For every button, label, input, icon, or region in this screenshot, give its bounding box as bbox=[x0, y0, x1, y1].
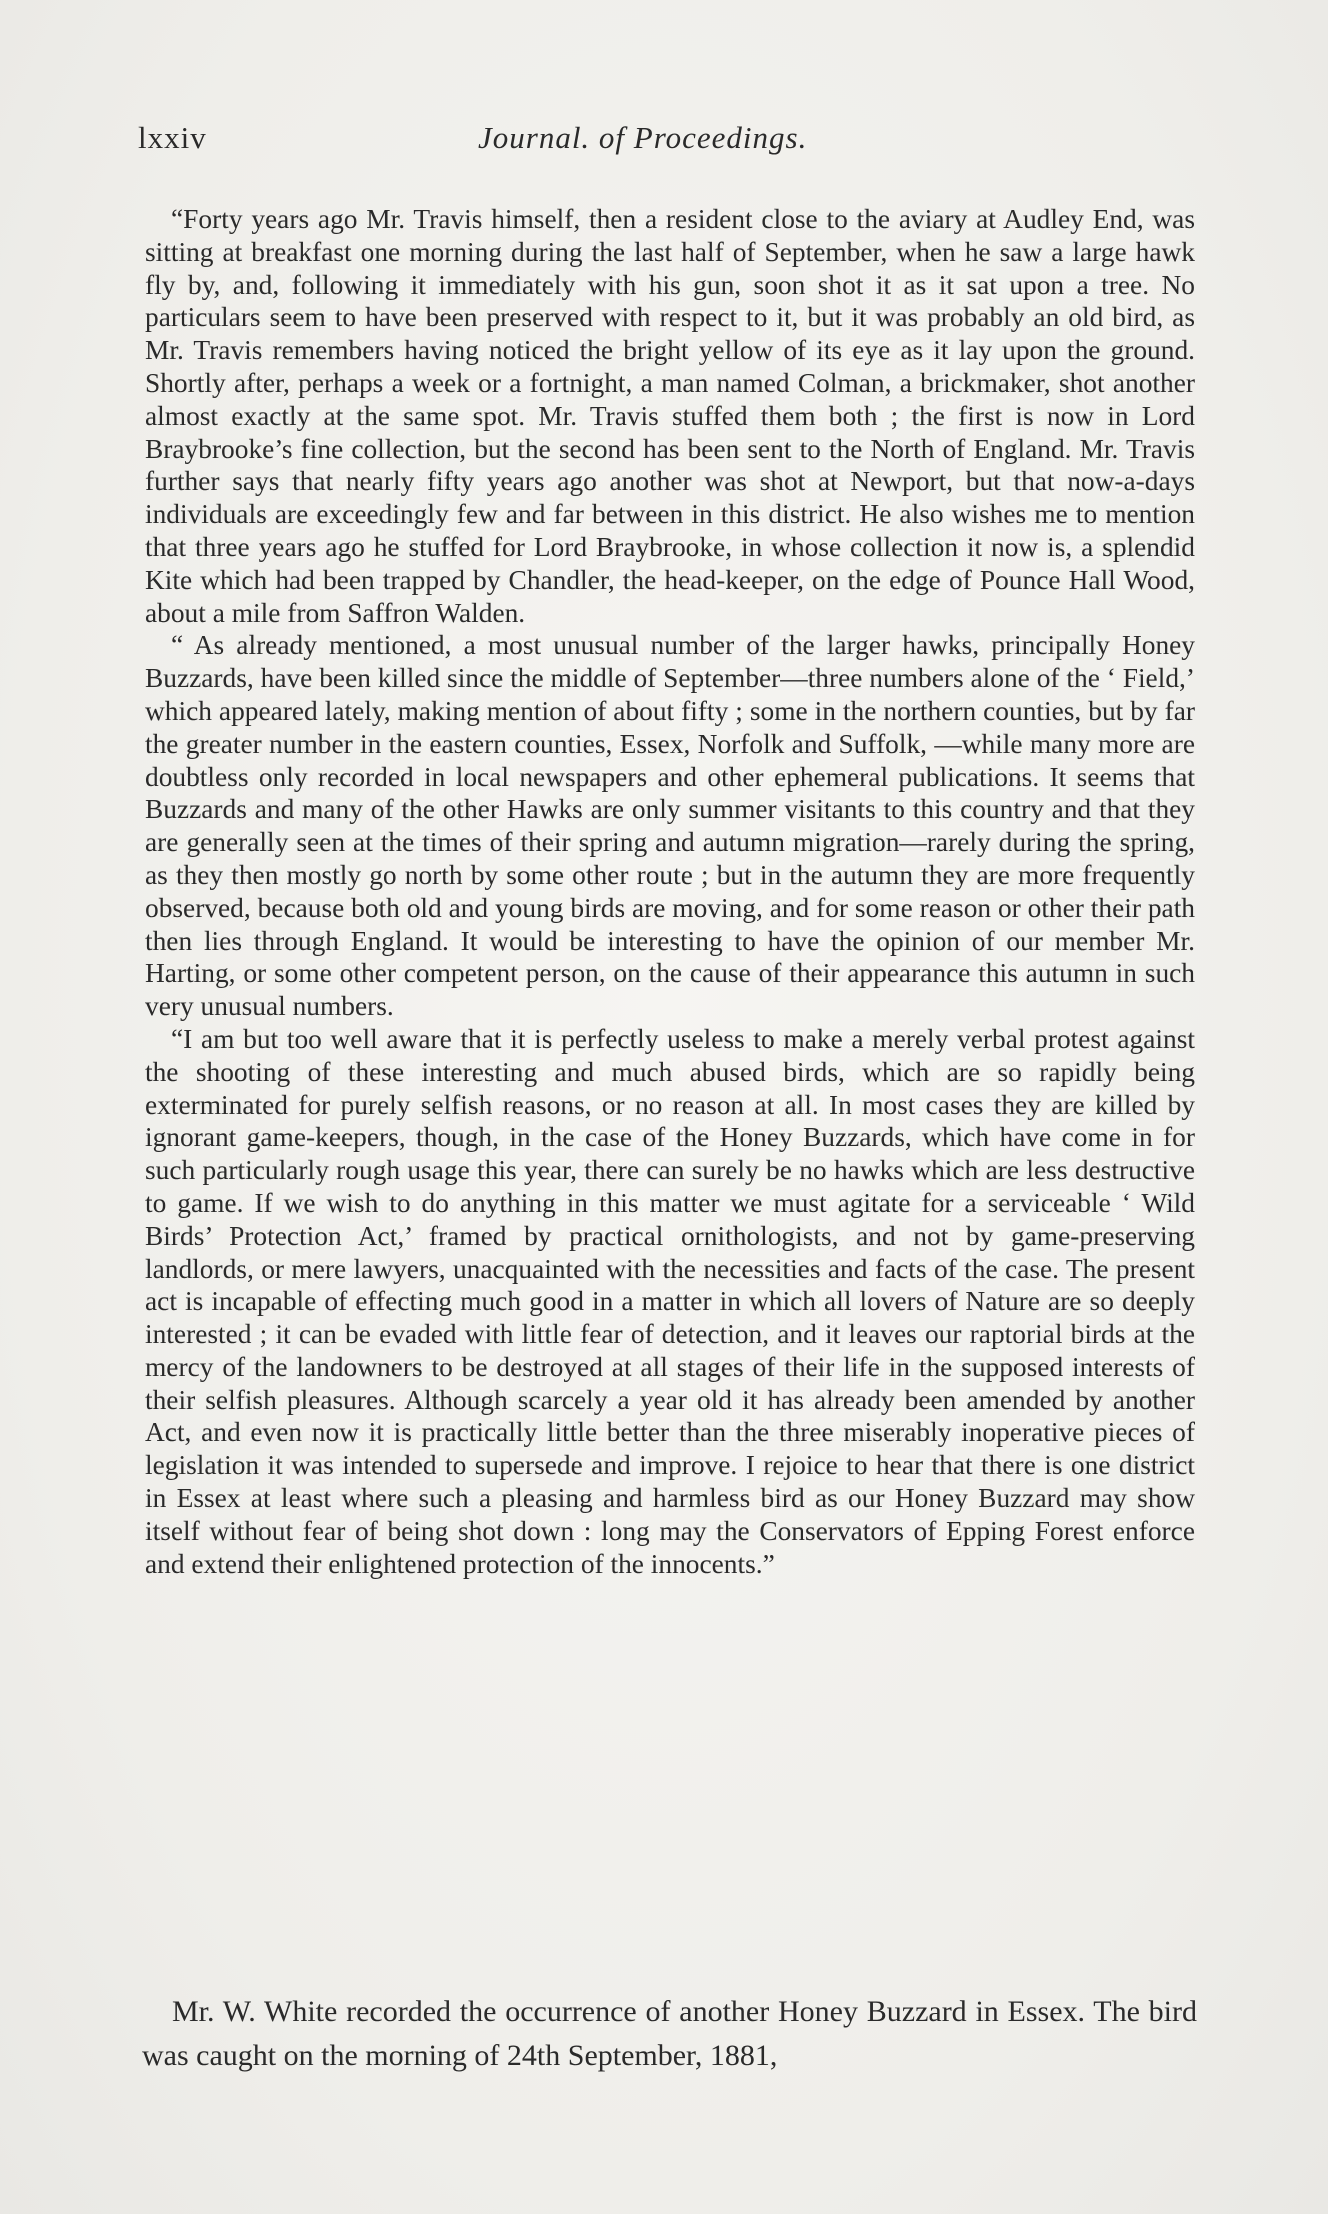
quote-paragraph: “Forty years ago Mr. Travis himself, then a resident close to the aviary at Audley End, was sitting at breakfast one morning during the last half of September, when he saw a large hawk fly by, and, following it immediately with his gun, soon shot it as it sat upon a tree. No particulars seem to have been preserved with respect to it, but it was probably an old bird, as Mr. Travis remembers having noticed the bright yellow of its eye as it lay upon the ground. Shortly after, perhaps a week or a fortnight, a man named Colman, a brickmaker, shot another almost exactly at the same spot. Mr. Travis stuffed them both ; the first is now in Lord Braybrooke’s fine collection, but the second has been sent to the North of England. Mr. Travis further says that nearly fifty years ago another was shot at Newport, but that now-a-days individuals are exceedingly few and far between in this district. He also wishes me to mention that three years ago he stuffed for Lord Braybrooke, in whose collection it now is, a splendid Kite which had been trapped by Chandler, the head-keeper, on the edge of Pounce Hall Wood, about a mile from Saffron Walden. bbox=[145, 204, 1195, 628]
quoted-letter bbox=[145, 203, 1195, 1580]
quote-paragraph: “I am but too well aware that it is perfectly useless to make a merely verbal protest against the shooting of these interesting and much abused birds, which are so rapidly being exterminated for purely selfish reasons, or no reason at all. In most cases they are killed by ignorant game-keepers, though, in the case of the Honey Buzzards, which have come in for such particularly rough usage this year, there can surely be no hawks which are less destructive to game. If we wish to do anything in this matter we must agitate for a serviceable ‘ Wild Birds’ Protection Act,’ framed by practical ornithologists, and not by game-preserving landlords, or mere lawyers, unacquainted with the necessities and facts of the case. The present act is incapable of effecting much good in a matter in which all lovers of Nature are so deeply interested ; it can be evaded with little fear of detection, and it leaves our raptorial birds at the mercy of the landowners to be destroyed at all stages of their life in the supposed interests of their selfish pleasures. Although scarcely a year old it has already been amended by another Act, and even now it is practically little better than the three miserably inoperative pieces of legislation it was intended to supersede and improve. I rejoice to hear that there is one district in Essex at least where such a pleasing and harmless bird as our Honey Buzzard may show itself without fear of being shot down : long may the Conservators of Epping Forest enforce and extend their enlightened protection of the innocents.” bbox=[145, 1023, 1195, 1579]
quote-paragraph: “ As already mentioned, a most unusual number of the larger hawks, principally Honey Buzzards, have been killed since the middle of September—three numbers alone of the ‘ Field,’ which appeared lately, making mention of about fifty ; some in the northern counties, but by far the greater number in the eastern counties, Essex, Norfolk and Suffolk, —while many more are doubtless only recorded in local newspapers and other ephemeral publications. It seems that Buzzards and many of the other Hawks are only summer visitants to this country and that they are generally seen at the times of their spring and autumn migration—rarely during the spring, as they then mostly go north by some other route ; but in the autumn they are more frequently observed, because both old and young birds are moving, and for some reason or other their path then lies through England. It would be interesting to have the opinion of our member Mr. Harting, or some other competent person, on the cause of their appearance this autumn in such very unusual numbers. bbox=[145, 630, 1195, 1022]
running-title: Journal. of Proceedings. bbox=[478, 120, 808, 155]
body-text bbox=[142, 1990, 1197, 2078]
page-number: lxxiv bbox=[138, 120, 207, 155]
page-header bbox=[138, 120, 1198, 160]
body-paragraph: Mr. W. White recorded the occurrence of another Honey Buzzard in Essex. The bird was caught on the morning of 24th September, 1881, bbox=[142, 1995, 1197, 2072]
